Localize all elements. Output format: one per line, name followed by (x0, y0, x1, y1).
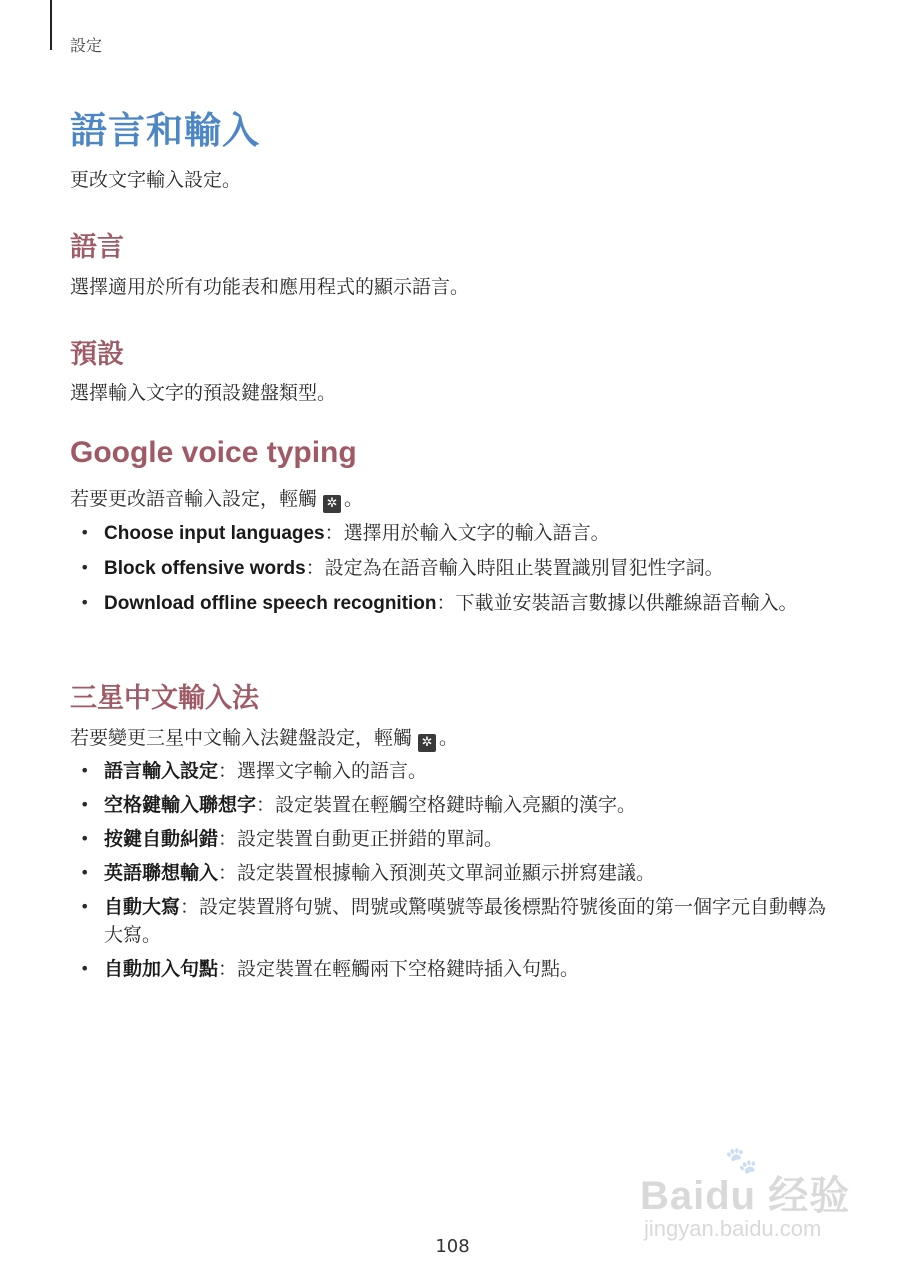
bullet-term: 自動大寫 (104, 896, 181, 918)
list-item (80, 757, 840, 785)
list-item (80, 893, 840, 949)
intro-text: 更改文字輸入設定。 (70, 169, 242, 191)
bullet-desc: ：選擇文字輸入的語言。 (218, 760, 428, 782)
bullet-term: Block offensive words (104, 558, 306, 579)
bullet-term: Choose input languages (104, 523, 325, 544)
paw-icon: 🐾 (725, 1146, 758, 1176)
list-item (80, 859, 840, 887)
section-body-language: 選擇適用於所有功能表和應用程式的顯示語言。 (70, 276, 470, 298)
bullet-desc: ：設定裝置在輕觸空格鍵時輸入亮顯的漢字。 (256, 794, 637, 816)
watermark (640, 1146, 860, 1250)
running-head: 設定 (70, 36, 103, 55)
bullet-desc: ：設定為在語音輸入時阻止裝置識別冒犯性字詞。 (305, 557, 724, 579)
google-voice-lead (70, 484, 363, 513)
section-heading-language: 語言 (70, 232, 124, 263)
bullet-term: Download offline speech recognition (104, 593, 437, 614)
bullet-term: 英語聯想輸入 (104, 862, 219, 884)
section-heading-samsung-chinese: 三星中文輸入法 (70, 683, 259, 714)
bullet-term: 自動加入句點 (104, 958, 219, 980)
list-item (80, 589, 840, 618)
section-body-default: 選擇輸入文字的預設鍵盤類型。 (70, 382, 337, 404)
gear-icon: ✲ (418, 734, 436, 752)
bullet-desc: ：設定裝置根據輸入預測英文單詞並顯示拼寫建議。 (218, 862, 656, 884)
google-voice-list (80, 519, 840, 624)
samsung-chinese-list (80, 757, 840, 989)
bullet-term: 按鍵自動糾錯 (104, 828, 219, 850)
bullet-desc: ：下載並安裝語言數據以供離線語音輸入。 (436, 592, 798, 614)
bullet-desc: ：設定裝置在輕觸兩下空格鍵時插入句點。 (218, 958, 580, 980)
google-voice-lead-end: 。 (344, 488, 364, 510)
samsung-chinese-lead-end: 。 (439, 727, 459, 749)
google-voice-lead-text: 若要更改語音輸入設定，輕觸 (70, 488, 318, 510)
samsung-chinese-lead (70, 723, 458, 752)
bullet-term: 空格鍵輸入聯想字 (104, 794, 257, 816)
section-heading-google-voice: Google voice typing (70, 436, 357, 469)
watermark-url: jingyan.baidu.com (644, 1216, 822, 1241)
bullet-desc: ：設定裝置將句號、問號或驚嘆號等最後標點符號後面的第一個字元自動轉為大寫。 (104, 896, 827, 946)
list-item (80, 554, 840, 583)
list-item (80, 955, 840, 983)
list-item (80, 519, 840, 548)
list-item (80, 791, 840, 819)
bullet-desc: ：選擇用於輸入文字的輸入語言。 (324, 522, 610, 544)
section-heading-default: 預設 (70, 339, 124, 370)
watermark-brand: Baidu 经验 (640, 1174, 851, 1218)
page-title: 語言和輸入 (70, 109, 260, 152)
margin-rule (50, 0, 52, 50)
bullet-desc: ：設定裝置自動更正拼錯的單詞。 (218, 828, 504, 850)
page-number: 108 (435, 1236, 470, 1257)
list-item (80, 825, 840, 853)
gear-icon: ✲ (323, 495, 341, 513)
samsung-chinese-lead-text: 若要變更三星中文輸入法鍵盤設定，輕觸 (70, 727, 413, 749)
bullet-term: 語言輸入設定 (104, 760, 219, 782)
